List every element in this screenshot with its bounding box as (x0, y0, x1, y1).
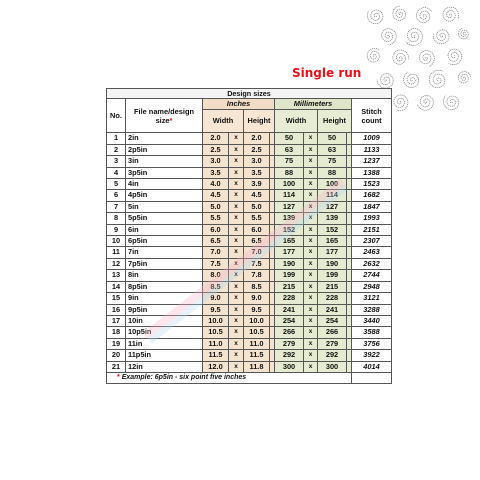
spiral-mark (459, 28, 469, 39)
height-mm-cell: 165 (318, 236, 347, 247)
table-row (107, 350, 392, 361)
width-in-cell: 10.5 (203, 327, 229, 338)
table-row (107, 293, 392, 304)
width-mm-cell: 300 (275, 361, 304, 372)
height-in-cell: 3.0 (244, 156, 270, 167)
height-mm-cell: 300 (318, 361, 347, 372)
height-mm-cell: 292 (318, 350, 347, 361)
times-separator: x (304, 190, 318, 201)
width-in-cell: 9.0 (203, 293, 229, 304)
row-number: 8 (107, 213, 126, 224)
row-number: 6 (107, 190, 126, 201)
times-separator: x (229, 350, 244, 361)
table-row (107, 167, 392, 178)
height-in-cell: 11.0 (244, 338, 270, 349)
stitch-count-cell: 1682 (352, 190, 392, 201)
row-number: 19 (107, 338, 126, 349)
file-name-cell: 4p5in (126, 190, 203, 201)
times-separator: x (229, 293, 244, 304)
file-name-cell: 3p5in (126, 167, 203, 178)
width-in-cell: 4.5 (203, 190, 229, 201)
table-row (107, 338, 392, 349)
height-in-cell: 3.5 (244, 167, 270, 178)
row-number: 11 (107, 247, 126, 258)
times-separator: x (304, 179, 318, 190)
height-mm-cell: 50 (318, 133, 347, 144)
height-in-cell: 7.0 (244, 247, 270, 258)
width-mm-cell: 266 (275, 327, 304, 338)
column-header-height-mm: Height (318, 110, 352, 133)
table-row (107, 281, 392, 292)
row-number: 2 (107, 144, 126, 155)
times-separator: x (229, 281, 244, 292)
spiral-mark (419, 51, 434, 67)
spiral-mark (367, 48, 379, 62)
times-separator: x (304, 350, 318, 361)
width-in-cell: 7.0 (203, 247, 229, 258)
table-row (107, 258, 392, 269)
footnote-star: * (117, 373, 120, 381)
column-header-file-name (126, 99, 203, 133)
table-row (107, 213, 392, 224)
stitch-count-cell: 1009 (352, 133, 392, 144)
times-separator: x (229, 133, 244, 144)
spiral-mark (393, 6, 406, 20)
times-separator: x (304, 304, 318, 315)
table-row (107, 224, 392, 235)
stitch-count-cell: 4014 (352, 361, 392, 372)
height-mm-cell: 63 (318, 144, 347, 155)
page-title: Single run (292, 66, 362, 80)
column-header-width-in: Width (203, 110, 244, 133)
stitch-count-cell: 2151 (352, 224, 392, 235)
height-mm-cell: 215 (318, 281, 347, 292)
file-name-cell: 6in (126, 224, 203, 235)
column-header-file-name-line2 (126, 116, 202, 125)
table-row (107, 361, 392, 372)
height-in-cell: 11.8 (244, 361, 270, 372)
row-number: 20 (107, 350, 126, 361)
file-name-cell: 8in (126, 270, 203, 281)
width-in-cell: 6.5 (203, 236, 229, 247)
height-mm-cell: 190 (318, 258, 347, 269)
file-name-cell: 9in (126, 293, 203, 304)
spiral-mark (406, 29, 422, 46)
column-header-stitch-line2: count (361, 115, 382, 125)
times-separator: x (304, 293, 318, 304)
stitch-count-cell: 3288 (352, 304, 392, 315)
times-separator: x (304, 144, 318, 155)
width-in-cell: 11.5 (203, 350, 229, 361)
times-separator: x (229, 224, 244, 235)
times-separator: x (304, 258, 318, 269)
stitch-count-cell: 2463 (352, 247, 392, 258)
stitch-count-cell: 1133 (352, 144, 392, 155)
times-separator: x (304, 201, 318, 212)
table-row (107, 304, 392, 315)
times-separator: x (304, 133, 318, 144)
file-name-cell: 5in (126, 201, 203, 212)
row-number: 17 (107, 315, 126, 326)
stitch-count-cell: 2744 (352, 270, 392, 281)
table-row (107, 201, 392, 212)
footnote-text: Example: 6p5in - six point five inches (121, 373, 247, 381)
spiral-mark (443, 96, 458, 110)
height-in-cell: 8.5 (244, 281, 270, 292)
stitch-count-cell: 2948 (352, 281, 392, 292)
spiral-mark (377, 74, 393, 88)
height-in-cell: 4.5 (244, 190, 270, 201)
row-number: 16 (107, 304, 126, 315)
file-name-cell: 7in (126, 247, 203, 258)
file-name-cell: 2p5in (126, 144, 203, 155)
width-mm-cell: 254 (275, 315, 304, 326)
row-number: 13 (107, 270, 126, 281)
row-number: 10 (107, 236, 126, 247)
stitch-count-cell: 3756 (352, 338, 392, 349)
width-mm-cell: 63 (275, 144, 304, 155)
spiral-mark (448, 49, 462, 65)
width-in-cell: 8.5 (203, 281, 229, 292)
times-separator: x (229, 213, 244, 224)
width-in-cell: 12.0 (203, 361, 229, 372)
row-number: 9 (107, 224, 126, 235)
times-separator: x (304, 315, 318, 326)
height-mm-cell: 100 (318, 179, 347, 190)
width-in-cell: 8.0 (203, 270, 229, 281)
times-separator: x (304, 213, 318, 224)
column-header-star: * (169, 115, 173, 125)
times-separator: x (229, 167, 244, 178)
width-in-cell: 6.0 (203, 224, 229, 235)
column-header-file-name-text: size (155, 115, 170, 125)
height-in-cell: 10.5 (244, 327, 270, 338)
width-in-cell: 2.5 (203, 144, 229, 155)
times-separator: x (304, 270, 318, 281)
width-mm-cell: 50 (275, 133, 304, 144)
table-row (107, 179, 392, 190)
height-mm-cell: 254 (318, 315, 347, 326)
file-name-cell: 11in (126, 338, 203, 349)
height-in-cell: 6.5 (244, 236, 270, 247)
stitch-count-cell: 1388 (352, 167, 392, 178)
width-mm-cell: 152 (275, 224, 304, 235)
row-number: 14 (107, 281, 126, 292)
times-separator: x (229, 361, 244, 372)
file-name-cell: 12in (126, 361, 203, 372)
width-mm-cell: 292 (275, 350, 304, 361)
width-mm-cell: 127 (275, 201, 304, 212)
height-mm-cell: 279 (318, 338, 347, 349)
width-in-cell: 4.0 (203, 179, 229, 190)
row-number: 3 (107, 156, 126, 167)
spiral-mark (367, 10, 383, 24)
times-separator: x (304, 236, 318, 247)
width-mm-cell: 88 (275, 167, 304, 178)
times-separator: x (304, 338, 318, 349)
width-in-cell: 10.0 (203, 315, 229, 326)
times-separator: x (304, 247, 318, 258)
height-mm-cell: 139 (318, 213, 347, 224)
width-mm-cell: 279 (275, 338, 304, 349)
width-in-cell: 11.0 (203, 338, 229, 349)
spiral-mark (393, 50, 409, 64)
row-number: 7 (107, 201, 126, 212)
height-mm-cell: 241 (318, 304, 347, 315)
width-mm-cell: 75 (275, 156, 304, 167)
width-mm-cell: 177 (275, 247, 304, 258)
spiral-mark (429, 70, 445, 87)
stitch-count-cell: 2307 (352, 236, 392, 247)
width-mm-cell: 100 (275, 179, 304, 190)
width-mm-cell: 228 (275, 293, 304, 304)
table-row (107, 315, 392, 326)
row-number: 1 (107, 133, 126, 144)
times-separator: x (304, 361, 318, 372)
times-separator: x (229, 144, 244, 155)
spiral-mark (394, 95, 408, 111)
file-name-cell: 9p5in (126, 304, 203, 315)
height-in-cell: 5.5 (244, 213, 270, 224)
table-row (107, 156, 392, 167)
row-number: 12 (107, 258, 126, 269)
table-row (107, 270, 392, 281)
times-separator: x (229, 304, 244, 315)
height-in-cell: 6.0 (244, 224, 270, 235)
times-separator: x (229, 270, 244, 281)
file-name-cell: 10p5in (126, 327, 203, 338)
height-in-cell: 2.5 (244, 144, 270, 155)
file-name-cell: 6p5in (126, 236, 203, 247)
design-sizes-table (106, 88, 392, 384)
height-mm-cell: 127 (318, 201, 347, 212)
width-in-cell: 7.5 (203, 258, 229, 269)
times-separator: x (229, 201, 244, 212)
times-separator: x (304, 224, 318, 235)
width-mm-cell: 139 (275, 213, 304, 224)
times-separator: x (229, 338, 244, 349)
times-separator: x (229, 190, 244, 201)
table-row (107, 236, 392, 247)
stitch-count-cell: 1523 (352, 179, 392, 190)
table-row (107, 133, 392, 144)
width-in-cell: 5.0 (203, 201, 229, 212)
times-separator: x (304, 167, 318, 178)
times-separator: x (229, 247, 244, 258)
table-row (107, 144, 392, 155)
times-separator: x (229, 156, 244, 167)
group-header-millimeters: Millimeters (275, 99, 352, 110)
table-row (107, 247, 392, 258)
height-in-cell: 10.0 (244, 315, 270, 326)
times-separator: x (304, 156, 318, 167)
height-mm-cell: 228 (318, 293, 347, 304)
height-mm-cell: 88 (318, 167, 347, 178)
width-in-cell: 3.0 (203, 156, 229, 167)
height-in-cell: 7.8 (244, 270, 270, 281)
times-separator: x (229, 179, 244, 190)
table-row (107, 327, 392, 338)
width-mm-cell: 241 (275, 304, 304, 315)
file-name-cell: 2in (126, 133, 203, 144)
spiral-mark (416, 8, 431, 23)
column-header-stitch-line1: Stitch (361, 106, 382, 116)
times-separator: x (229, 258, 244, 269)
spiral-mark (382, 29, 397, 45)
times-separator: x (304, 327, 318, 338)
spiral-mark (458, 72, 471, 83)
height-in-cell: 9.5 (244, 304, 270, 315)
design-sizes-table-wrapper (106, 88, 391, 384)
height-mm-cell: 177 (318, 247, 347, 258)
times-separator: x (229, 236, 244, 247)
spiral-mark (417, 95, 433, 110)
group-header-inches: Inches (203, 99, 275, 110)
file-name-cell: 8p5in (126, 281, 203, 292)
height-mm-cell: 114 (318, 190, 347, 201)
stitch-count-cell: 3121 (352, 293, 392, 304)
stitch-count-cell: 3440 (352, 315, 392, 326)
stitch-count-cell: 1847 (352, 201, 392, 212)
row-number: 21 (107, 361, 126, 372)
height-mm-cell: 75 (318, 156, 347, 167)
column-header-stitch-count (352, 99, 392, 133)
table-row (107, 190, 392, 201)
width-mm-cell: 114 (275, 190, 304, 201)
height-in-cell: 9.0 (244, 293, 270, 304)
height-in-cell: 3.9 (244, 179, 270, 190)
height-mm-cell: 199 (318, 270, 347, 281)
row-number: 18 (107, 327, 126, 338)
table-caption: Design sizes (107, 89, 392, 99)
column-header-width-mm: Width (275, 110, 318, 133)
times-separator: x (229, 327, 244, 338)
width-in-cell: 5.5 (203, 213, 229, 224)
height-mm-cell: 266 (318, 327, 347, 338)
file-name-cell: 7p5in (126, 258, 203, 269)
row-number: 5 (107, 179, 126, 190)
stitch-count-cell: 1237 (352, 156, 392, 167)
column-header-height-in: Height (244, 110, 275, 133)
stitch-count-cell: 2632 (352, 258, 392, 269)
spiral-mark (404, 72, 419, 87)
width-mm-cell: 190 (275, 258, 304, 269)
file-name-cell: 10in (126, 315, 203, 326)
times-separator: x (304, 281, 318, 292)
height-in-cell: 5.0 (244, 201, 270, 212)
row-number: 15 (107, 293, 126, 304)
width-mm-cell: 199 (275, 270, 304, 281)
column-header-no: No. (107, 99, 126, 133)
times-separator: x (229, 315, 244, 326)
height-in-cell: 2.0 (244, 133, 270, 144)
width-mm-cell: 165 (275, 236, 304, 247)
column-header-file-name-line1: File name/design (134, 106, 194, 116)
spiral-mark (433, 30, 449, 44)
width-in-cell: 3.5 (203, 167, 229, 178)
file-name-cell: 3in (126, 156, 203, 167)
spiral-mark (443, 7, 459, 21)
width-in-cell: 9.5 (203, 304, 229, 315)
width-in-cell: 2.0 (203, 133, 229, 144)
stitch-count-cell: 3588 (352, 327, 392, 338)
height-in-cell: 11.5 (244, 350, 270, 361)
row-number: 4 (107, 167, 126, 178)
footnote-empty-cell (352, 372, 392, 383)
file-name-cell: 11p5in (126, 350, 203, 361)
file-name-cell: 5p5in (126, 213, 203, 224)
table-footnote (107, 372, 352, 383)
height-in-cell: 7.5 (244, 258, 270, 269)
stitch-count-cell: 3922 (352, 350, 392, 361)
width-mm-cell: 215 (275, 281, 304, 292)
height-mm-cell: 152 (318, 224, 347, 235)
file-name-cell: 4in (126, 179, 203, 190)
stitch-count-cell: 1993 (352, 213, 392, 224)
